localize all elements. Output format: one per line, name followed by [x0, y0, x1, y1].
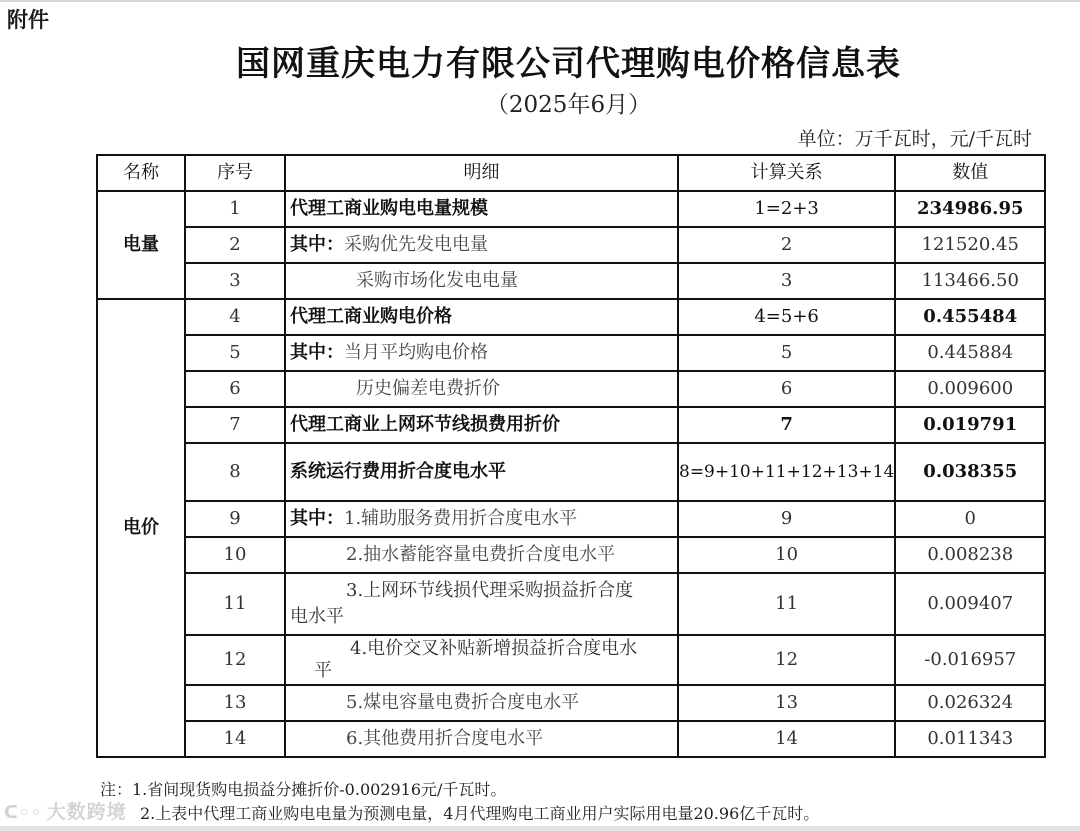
row-prefix: 其中：: [290, 342, 344, 363]
row-value: 0.026324: [895, 685, 1045, 721]
row-no: 6: [185, 371, 285, 407]
row-no: 10: [185, 537, 285, 573]
row-detail-text: 6.其他费用折合度电水平: [346, 728, 544, 749]
row-detail: [285, 573, 678, 635]
row-value: 0.038355: [895, 443, 1045, 501]
row-detail: [285, 721, 678, 757]
row-no: 7: [185, 407, 285, 443]
column-header-calc: 计算关系: [678, 155, 895, 191]
row-detail: [285, 263, 678, 299]
row-detail-text: 1.辅助服务费用折合度电水平: [344, 508, 578, 529]
table-row: [97, 573, 1045, 635]
row-no: 3: [185, 263, 285, 299]
row-calc: 5: [678, 335, 895, 371]
row-detail-text: 采购优先发电电量: [344, 234, 488, 255]
attachment-label: 附件: [7, 8, 49, 32]
table-row: [97, 263, 1045, 299]
column-header-no: 序号: [185, 155, 285, 191]
table-header-row: [97, 155, 1045, 191]
row-detail: [285, 537, 678, 573]
row-no: 9: [185, 501, 285, 537]
row-value: 0.455484: [895, 299, 1045, 335]
row-value: 113466.50: [895, 263, 1045, 299]
table-row: [97, 501, 1045, 537]
bottom-edge: [0, 826, 1080, 831]
row-no: 14: [185, 721, 285, 757]
row-value: 0.009407: [895, 573, 1045, 635]
note-1: 注：1.省间现货购电损益分摊折价-0.002916元/千瓦时。: [100, 780, 507, 799]
watermark: [4, 797, 127, 824]
row-detail-text: 3.上网环节线损代理采购损益折合度: [346, 580, 634, 601]
row-detail: 系统运行费用折合度电水平: [285, 443, 678, 501]
row-calc: 6: [678, 371, 895, 407]
row-detail-text: 2.抽水蓄能容量电费折合度电水平: [346, 544, 616, 565]
row-value: 0.009600: [895, 371, 1045, 407]
row-detail-text: 历史偏差电费折价: [356, 378, 500, 399]
row-value: 0.011343: [895, 721, 1045, 757]
unit-label: 单位：万千瓦时，元/千瓦时: [797, 128, 1032, 150]
row-prefix: 其中：: [290, 234, 344, 255]
row-prefix: 其中：: [290, 508, 344, 529]
table-row: [97, 443, 1045, 501]
row-detail: [285, 635, 678, 685]
row-no: 11: [185, 573, 285, 635]
row-calc: 8=9+10+11+12+13+14: [678, 443, 895, 501]
table-row: [97, 371, 1045, 407]
table-row: [97, 537, 1045, 573]
row-detail-text: 5.煤电容量电费折合度电水平: [346, 692, 580, 713]
row-no: 4: [185, 299, 285, 335]
row-calc: 2: [678, 227, 895, 263]
row-value: -0.016957: [895, 635, 1045, 685]
notes: [100, 778, 819, 826]
top-edge: [0, 0, 1080, 2]
group-cell-electricity: 电量: [97, 191, 185, 299]
row-no: 2: [185, 227, 285, 263]
table-row: [97, 635, 1045, 685]
row-detail-text: 4.电价交叉补贴新增损益折合度电水: [350, 638, 638, 659]
watermark-text: 大数跨境: [46, 801, 127, 823]
row-detail: 代理工商业购电价格: [285, 299, 678, 335]
price-info-table: [96, 154, 1046, 758]
row-no: 8: [185, 443, 285, 501]
row-detail: [285, 501, 678, 537]
row-value: 121520.45: [895, 227, 1045, 263]
row-detail: [285, 335, 678, 371]
column-header-value: 数值: [895, 155, 1045, 191]
row-no: 1: [185, 191, 285, 227]
row-detail: [285, 371, 678, 407]
row-no: 5: [185, 335, 285, 371]
row-detail: 代理工商业上网环节线损费用折价: [285, 407, 678, 443]
row-value: 0.019791: [895, 407, 1045, 443]
row-calc: 12: [678, 635, 895, 685]
row-value: 0: [895, 501, 1045, 537]
row-calc: 4=5+6: [678, 299, 895, 335]
table-row: [97, 299, 1045, 335]
note-2: 2.上表中代理工商业购电电量为预测电量，4月代理购电工商业用户实际用电量20.96亿千瓦时。: [140, 804, 820, 823]
row-detail-continuation: 电水平: [290, 606, 344, 627]
page-title: 国网重庆电力有限公司代理购电价格信息表: [236, 44, 901, 84]
group-cell-price: 电价: [97, 299, 185, 757]
column-header-name: 名称: [97, 155, 185, 191]
row-calc: 1=2+3: [678, 191, 895, 227]
row-value: 0.445884: [895, 335, 1045, 371]
watermark-logo-icon: ᑕ◦◦: [4, 803, 43, 823]
table-row: [97, 191, 1045, 227]
row-calc: 14: [678, 721, 895, 757]
row-detail: [285, 685, 678, 721]
row-no: 12: [185, 635, 285, 685]
row-no: 13: [185, 685, 285, 721]
row-value: 234986.95: [895, 191, 1045, 227]
row-calc: 3: [678, 263, 895, 299]
column-header-detail: 明细: [285, 155, 678, 191]
row-calc: 7: [678, 407, 895, 443]
table-row: [97, 335, 1045, 371]
page-subtitle: （2025年6月）: [485, 92, 652, 118]
row-calc: 9: [678, 501, 895, 537]
row-calc: 10: [678, 537, 895, 573]
table-row: [97, 721, 1045, 757]
row-calc: 11: [678, 573, 895, 635]
row-calc: 13: [678, 685, 895, 721]
row-value: 0.008238: [895, 537, 1045, 573]
row-detail-text: 采购市场化发电电量: [356, 270, 518, 291]
row-detail-continuation: 平: [314, 660, 332, 681]
row-detail: [285, 227, 678, 263]
table-row: [97, 407, 1045, 443]
table-row: [97, 227, 1045, 263]
row-detail: 代理工商业购电电量规模: [285, 191, 678, 227]
table-row: [97, 685, 1045, 721]
row-detail-text: 当月平均购电价格: [344, 342, 488, 363]
